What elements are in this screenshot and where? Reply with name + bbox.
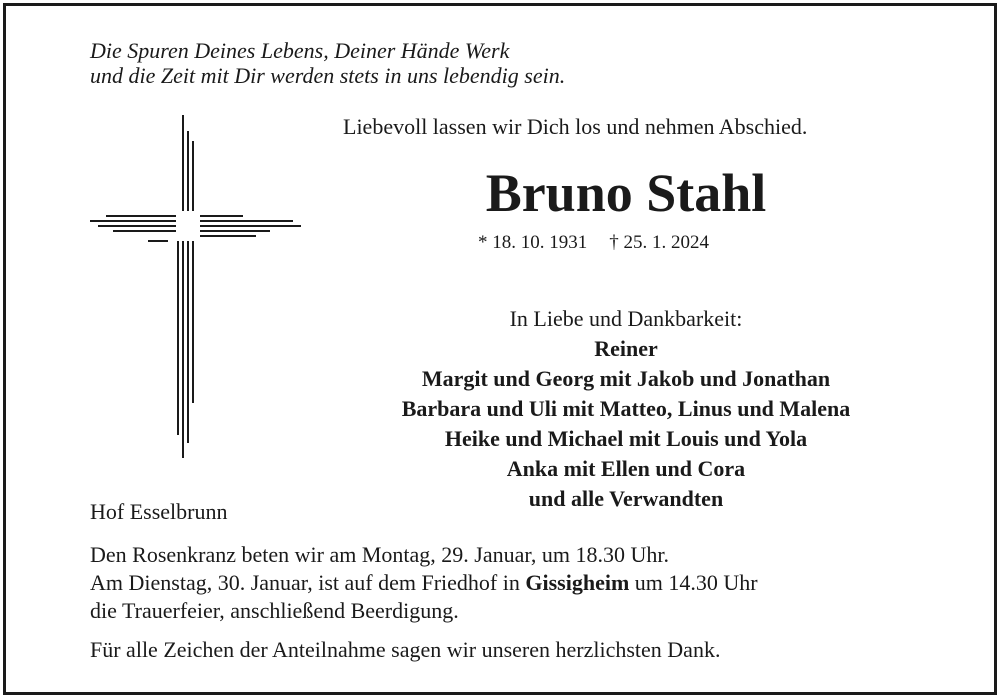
- quote-line-2: und die Zeit mit Dir werden stets in uns lebendig sein.: [90, 63, 566, 88]
- mourner-line: Margit und Georg mit Jakob und Jonathan: [421, 366, 831, 391]
- thanks-text: Für alle Zeichen der Anteilnahme sagen wir unseren herzlichsten Dank.: [90, 637, 721, 662]
- death-date: † 25. 1. 2024: [609, 232, 709, 253]
- mourner-line: und alle Verwandten: [528, 486, 724, 511]
- mourners-intro: In Liebe und Dankbarkeit:: [509, 306, 743, 331]
- service-notes: [90, 541, 758, 625]
- mourner-line: Anka mit Ellen und Cora: [506, 456, 746, 481]
- place-name: Hof Esselbrunn: [90, 499, 228, 524]
- birth-date: * 18. 10. 1931: [478, 232, 588, 253]
- cross-icon: [88, 113, 308, 463]
- mourner-line: Heike und Michael mit Louis und Yola: [444, 426, 808, 451]
- funeral-note-start: Am Dienstag, 30. Januar, ist auf dem Friedhof in: [90, 570, 526, 595]
- mourner-line: Reiner: [594, 336, 658, 361]
- mourners-list: [330, 304, 922, 514]
- rosary-note: Den Rosenkranz beten wir am Montag, 29. Januar, um 18.30 Uhr.: [90, 542, 669, 567]
- memorial-quote: [90, 38, 565, 88]
- quote-line-1: Die Spuren Deines Lebens, Deiner Hände Werk: [90, 38, 510, 63]
- funeral-note-line-2: die Trauerfeier, anschließend Beerdigung.: [90, 598, 459, 623]
- funeral-place: Gissigheim: [525, 570, 630, 595]
- funeral-note: [90, 569, 758, 597]
- life-dates: [478, 231, 709, 255]
- farewell-text: Liebevoll lassen wir Dich los und nehmen Abschied.: [343, 114, 808, 139]
- deceased-name: Bruno Stahl: [485, 163, 767, 223]
- funeral-note-end: um 14.30 Uhr: [629, 570, 758, 595]
- mourner-line: Barbara und Uli mit Matteo, Linus und Malena: [401, 396, 851, 421]
